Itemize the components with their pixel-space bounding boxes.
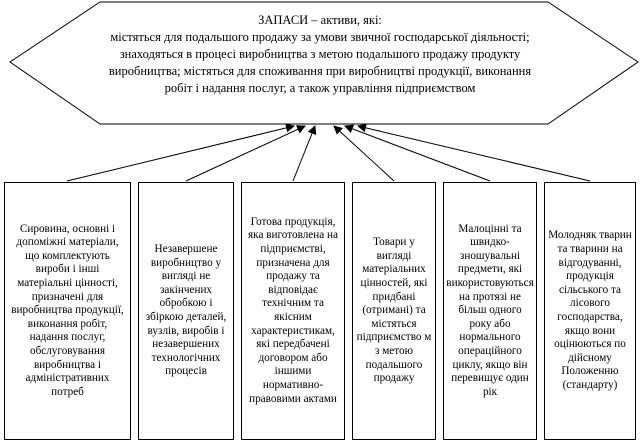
arrow-finished-goods (293, 126, 315, 181)
header-line-4: робіт і надання послуг, а також управління підприємством (164, 81, 476, 95)
box-goods (352, 182, 436, 440)
box-low-value-items (443, 182, 537, 440)
box-work-in-progress (138, 182, 234, 440)
arrow-livestock (358, 126, 590, 181)
box-finished-goods-text: Готова продукція, яка виготовлена на підприємстві, призначена для продажу та відповідає технічним та якісним характеристикам, які передбачені договором або іншими нормативно-правовими актами (248, 215, 338, 405)
box-goods-text: Товари у вигляді матеріальних цінностей, які придбані (отримані) та містяться підприємство м з метою подальшого продажу (356, 236, 432, 385)
header-text (70, 12, 570, 97)
header-line-3: виробництва; містяться для споживання при виробництві продукції, виконання (108, 64, 532, 78)
box-raw-materials-text: Сировина, основні і допоміжні матеріали, що комплектують вироби і інші матеріальні цінності, призначені для виробництва продукції, виконання робіт, надання послуг, обслуговування виробництва і адміністративних потреб (11, 222, 124, 398)
arrow-group (67, 126, 590, 181)
box-raw-materials (4, 182, 131, 440)
box-low-value-items-text: Малоцінні та швидко-зношувальні предмети, які використовуються на протязі не більш одного року або нормального операційного циклу, якщо він перевищує один рік (446, 222, 534, 398)
box-livestock (544, 182, 636, 440)
arrow-goods (334, 126, 394, 181)
arrow-raw-materials (67, 126, 294, 181)
arrow-work-in-progress (186, 126, 305, 181)
box-livestock-text: Молодняк тварин та тварини на відгодуванні, продукція сільського та лісового господарства, якщо вони оцінюються по дійсному Положенню (стандарту) (548, 229, 632, 391)
header-line-2: знаходяться в процесі виробництва з метою подальшого продажу продукту (119, 47, 521, 61)
box-work-in-progress-text: Незавершене виробництво у вигляді не закінчених обробкою і збіркою деталей, вузлів, виробів і незавершених технологічних процесів (145, 243, 227, 378)
header-line-1: містяться для подальшого продажу за умови звичної господарської діяльності; (110, 30, 530, 44)
box-finished-goods (241, 182, 345, 440)
header-title: ЗАПАСИ – активи, які: (258, 13, 382, 27)
arrow-low-value-items (345, 126, 490, 181)
